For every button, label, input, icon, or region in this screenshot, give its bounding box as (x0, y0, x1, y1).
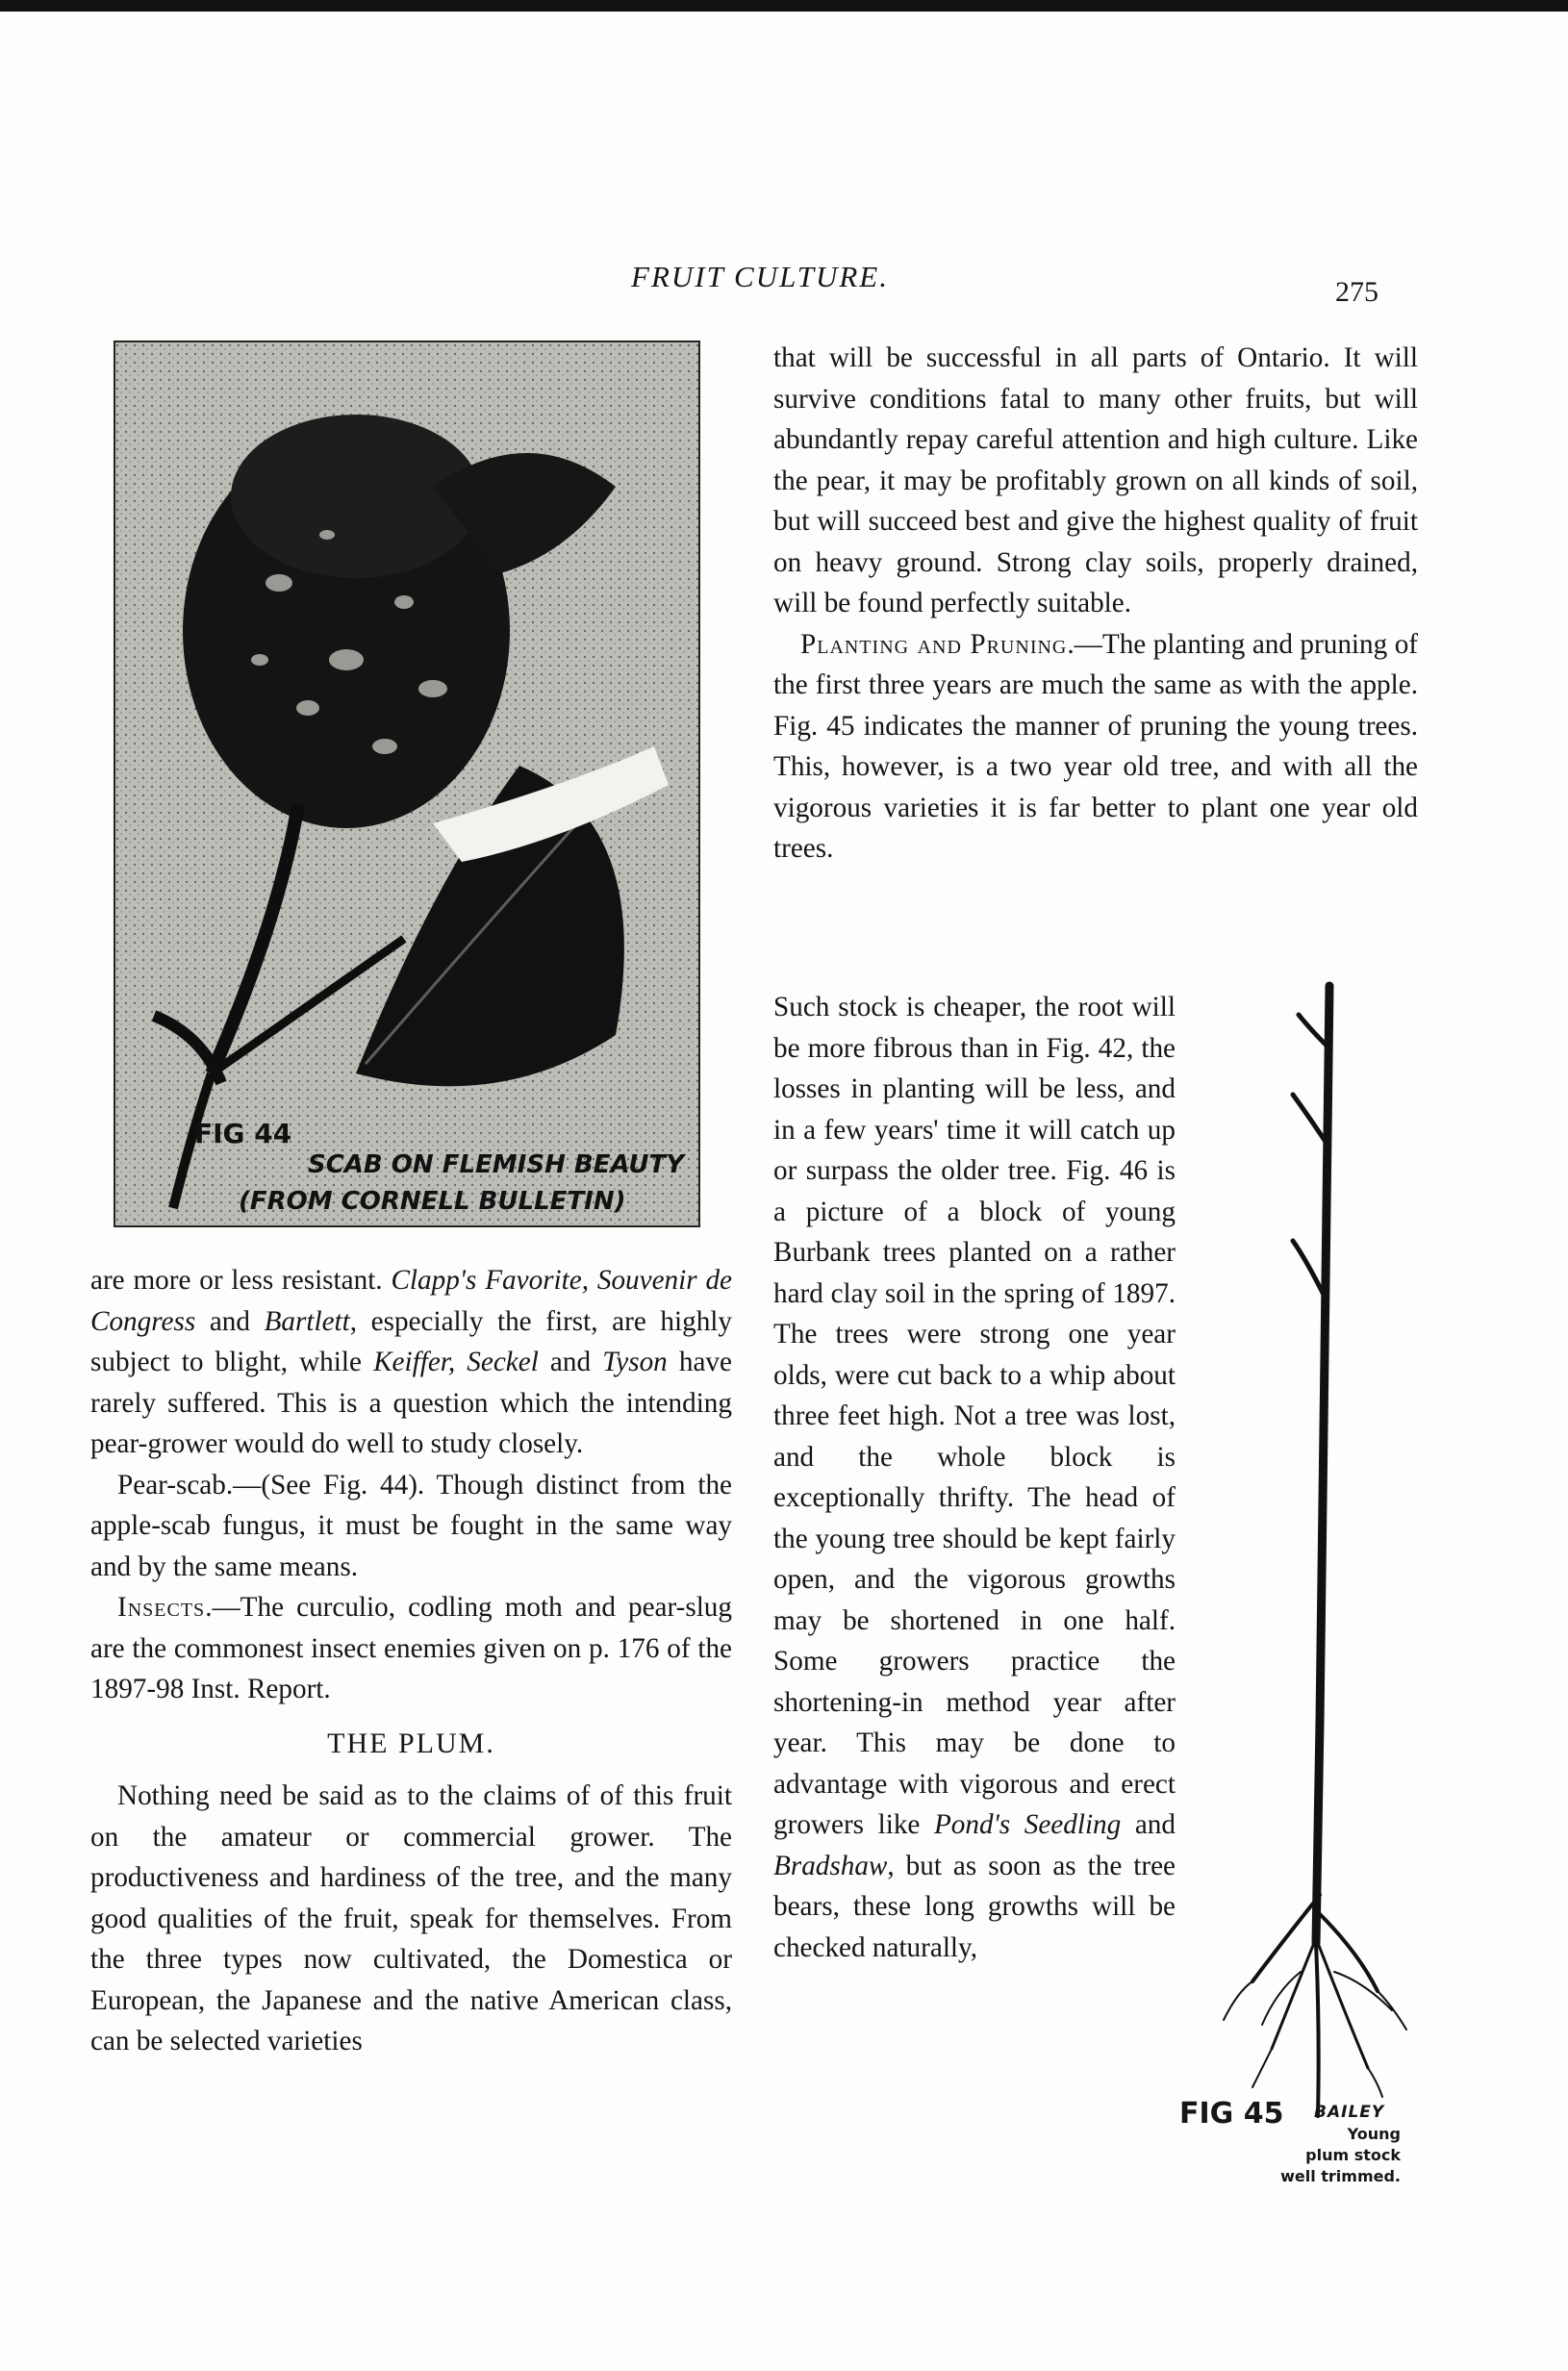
right-column-narrow (773, 987, 1176, 1968)
figure-45-credit: BAILEY (1314, 2103, 1385, 2122)
paragraph-insects: Insects.—The curculio, codling moth and pear-slug are the commonest insect enemies given on p. 176 of the 1897-98 Inst. Report. (90, 1592, 732, 1704)
figure-44-label: FIG 44 (194, 1118, 292, 1149)
page-number: 275 (1335, 276, 1378, 308)
paragraph-plum-intro: Nothing need be said as to the claims of of this fruit on the amateur or commercial grower. The productiveness and hardiness of the tree, and the many good qualities of the fruit, speak for themselves. From the three types now cultivated, the Domestica or European, the Japanese and the native American class, can be selected varieties (90, 1780, 732, 2056)
figure-45-caption: Young plum stock well trimmed. (1280, 2125, 1401, 2185)
section-title-plum: THE PLUM. (327, 1727, 495, 1759)
figure-44-caption-line1: SCAB ON FLEMISH BEAUTY (308, 1150, 685, 1179)
paragraph-plum-soil: that will be successful in all parts of Ontario. It will survive conditions fatal to many other fruits, but will abundantly repay careful attention and high culture. Like the pear, it may be profitably grown on all kinds of soil, but will succeed best and give the highest quality of fruit on heavy ground. Strong clay soils, properly drained, will be found perfectly suitable. (773, 342, 1418, 618)
paragraph-pear-scab: Pear-scab.—(See Fig. 44). Though distinct from the apple-scab fungus, it must be fought in the same way and by the same means. (90, 1469, 732, 1582)
left-column (90, 1260, 732, 2062)
pear-scab-illustration (115, 342, 698, 1225)
figure-44-pear-scab-photo (114, 341, 700, 1227)
figure-44-caption-line2: (FROM CORNELL BULLETIN) (239, 1187, 626, 1216)
paragraph-young-stock: Such stock is cheaper, the root will be more fibrous than in Fig. 42, the losses in planting will be less, and in a few years' time it will catch up or surpass the older tree. Fig. 46 is a picture of a block of young Burbank trees planted on a rather hard clay soil in the spring of 1897. The trees were strong one year olds, were cut back to a whip about three feet high. Not a tree was lost, and the whole block is exceptionally thrifty. The head of the young tree should be kept fairly open, and the vigorous growths may be shortened in one half. Some growers practice the shortening-in method year after year. This may be done to advantage with vigorous and erect growers like Pond's Seedling and Bradshaw, but as soon as the tree bears, these long growths will be checked naturally, (773, 992, 1176, 1963)
running-head: FRUIT CULTURE. (631, 260, 889, 293)
figure-45-label: FIG 45 (1179, 2097, 1284, 2131)
paragraph-planting-pruning: Planting and Pruning.—The planting and pruning of the first three years are much the same as with the apple. Fig. 45 indicates the manner of pruning the young trees. This, however, is a two year old tree, and with all the vigorous varieties it is far better to plant one year old trees. (773, 628, 1419, 864)
paragraph-pear-resistance: are more or less resistant. Clapp's Favorite, Souvenir de Congress and Bartlett, especially the first, are highly subject to blight, while Keiffer, Seckel and Tyson have rarely suffered. This is a question which the intending pear-grower would do well to study closely. (90, 1265, 732, 1459)
right-column (773, 338, 1418, 870)
figure-45-plum-stock-drawing (1185, 971, 1445, 2212)
page-top-edge (0, 0, 1568, 12)
